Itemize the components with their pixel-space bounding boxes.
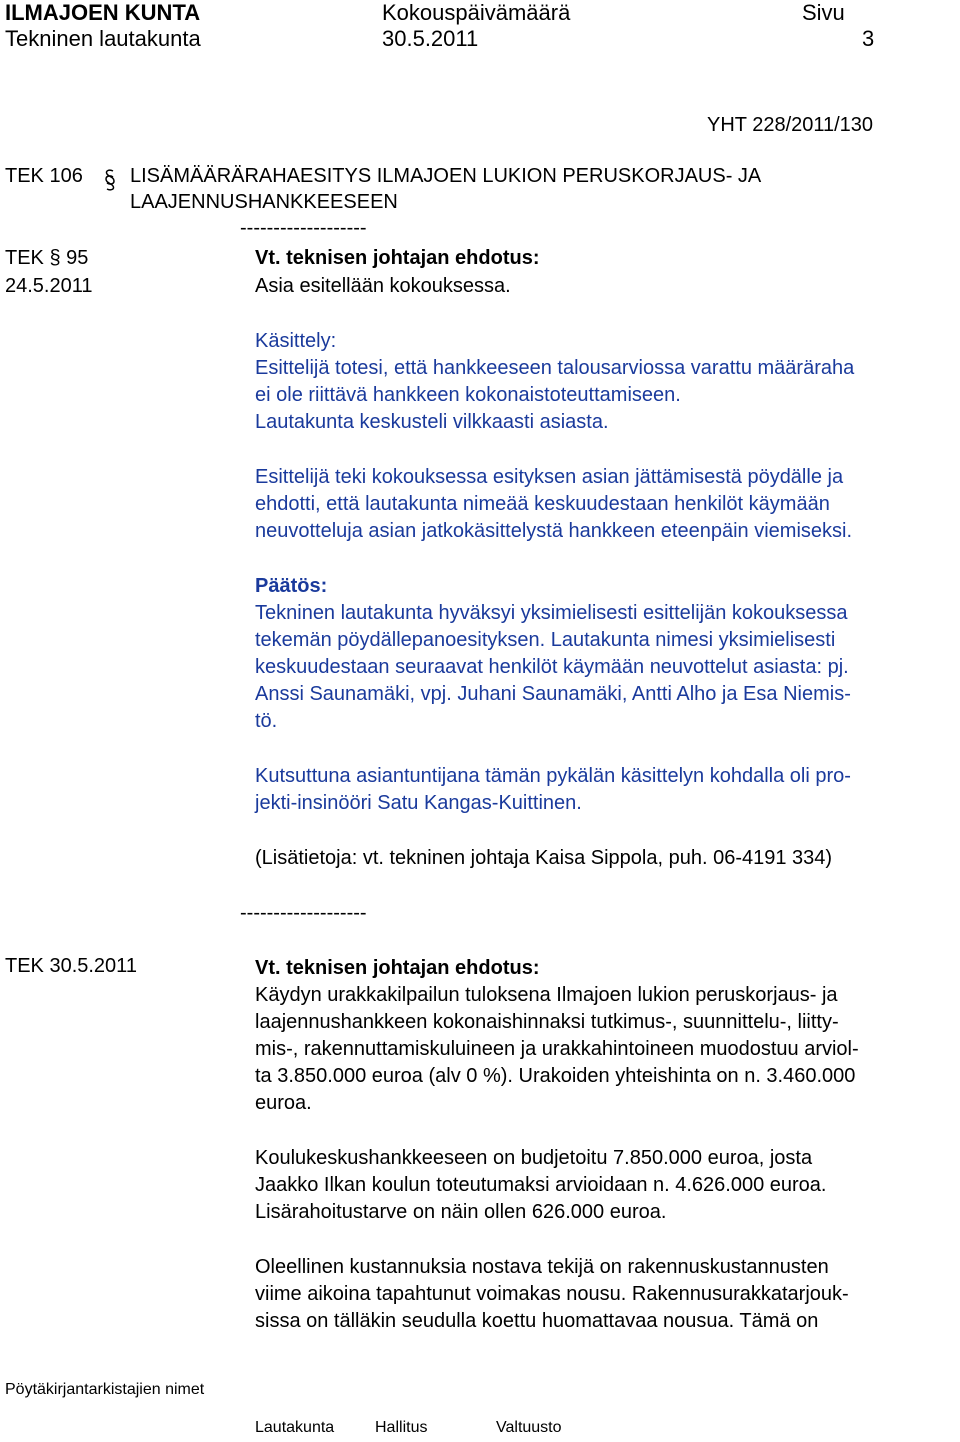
entry2-heading: Vt. teknisen johtajan ehdotus:: [255, 957, 540, 979]
entry2-para3-line: sissa on tälläkin seudulla koettu huomattavaa nousua. Tämä on: [255, 1310, 819, 1332]
esittelija-line: ehdotti, että lautakunta nimeää keskuudestaan henkilöt käymään: [255, 493, 830, 515]
kutsuttu-line: jekti-insinööri Satu Kangas-Kuittinen.: [255, 792, 582, 814]
kasittely-line: Lautakunta keskusteli vilkkaasti asiasta.: [255, 411, 609, 433]
kasittely-label: Käsittely:: [255, 330, 337, 352]
paatos-line: Anssi Saunamäki, vpj. Juhani Saunamäki, Antti Alho ja Esa Niemis-: [255, 683, 851, 705]
date-label: Kokouspäivämäärä: [382, 0, 571, 25]
entry-separator: -------------------: [240, 902, 367, 924]
entry2-para1-line: mis-, rakennuttamiskuluineen ja urakkahintoineen muodostuu arviol-: [255, 1038, 859, 1060]
kutsuttu-line: Kutsuttuna asiantuntijana tämän pykälän käsittelyn kohdalla oli pro-: [255, 765, 851, 787]
entry1-date: 24.5.2011: [5, 275, 93, 297]
entry1-text: Asia esitellään kokouksessa.: [255, 275, 511, 297]
item-number: TEK 106: [5, 165, 83, 187]
org-name: ILMAJOEN KUNTA: [5, 0, 201, 25]
body-name: Tekninen lautakunta: [5, 26, 201, 51]
title-separator: -------------------: [240, 217, 367, 239]
entry2-para2-line: Koulukeskushankkeeseen on budjetoitu 7.850.000 euroa, josta: [255, 1147, 813, 1169]
footer-col-valtuusto: Valtuusto: [496, 1419, 562, 1436]
item-title-line1: LISÄMÄÄRÄRAHAESITYS ILMAJOEN LUKION PERUSKORJAUS- JA: [130, 165, 762, 187]
entry2-para1-line: Käydyn urakkakilpailun tuloksena Ilmajoen lukion peruskorjaus- ja: [255, 984, 838, 1006]
paatos-line: Tekninen lautakunta hyväksyi yksimielisesti esittelijän kokouksessa: [255, 602, 848, 624]
entry2-para3-line: viime aikoina tapahtunut voimakas nousu. Rakennusurakkatarjouk-: [255, 1283, 849, 1305]
entry2-para1-line: euroa.: [255, 1092, 312, 1114]
entry1-tag: TEK § 95: [5, 247, 89, 269]
reference-number: YHT 228/2011/130: [707, 114, 874, 136]
page-label: Sivu: [802, 0, 845, 25]
item-title-line2: LAAJENNUSHANKKEESEEN: [130, 191, 398, 213]
paatos-line: tekemän pöydällepanoesityksen. Lautakunta nimesi yksimielisesti: [255, 629, 836, 651]
kasittely-line: ei ole riittävä hankkeen kokonaistoteuttamiseen.: [255, 384, 681, 406]
paatos-label: Päätös:: [255, 575, 328, 597]
esittelija-line: neuvotteluja asian jatkokäsittelystä hankkeen eteenpäin viemiseksi.: [255, 520, 853, 542]
paatos-line: keskuudestaan seuraavat henkilöt käymään neuvottelut asiasta: pj.: [255, 656, 849, 678]
entry2-para3-line: Oleellinen kustannuksia nostava tekijä on rakennuskustannusten: [255, 1256, 829, 1278]
entry2-para1-line: ta 3.850.000 euroa (alv 0 %). Urakoiden yhteishinta on n. 3.460.000: [255, 1065, 856, 1087]
meeting-date: 30.5.2011: [382, 26, 479, 51]
entry2-tag: TEK 30.5.2011: [5, 955, 137, 977]
page-number: 3: [862, 26, 875, 51]
section-icon: [103, 168, 117, 192]
footer-col-lautakunta: Lautakunta: [255, 1419, 335, 1436]
esittelija-line: Esittelijä teki kokouksessa esityksen asian jättämisestä pöydälle ja: [255, 466, 844, 488]
entry2-para1-line: laajennushankkeen kokonaishinnaksi tutkimus-, suunnittelu-, liitty-: [255, 1011, 839, 1033]
kasittely-line: Esittelijä totesi, että hankkeeseen talousarviossa varattu määräraha: [255, 357, 855, 379]
entry2-para2-line: Lisärahoitustarve on näin ollen 626.000 euroa.: [255, 1201, 667, 1223]
footer-label: Pöytäkirjantarkistajien nimet: [5, 1381, 205, 1398]
entry2-para2-line: Jaakko Ilkan koulun toteutumaksi arvioidaan n. 4.626.000 euroa.: [255, 1174, 827, 1196]
entry1-heading: Vt. teknisen johtajan ehdotus:: [255, 247, 540, 269]
lisatietoja: (Lisätietoja: vt. tekninen johtaja Kaisa Sippola, puh. 06-4191 334): [255, 847, 833, 869]
footer-col-hallitus: Hallitus: [375, 1419, 428, 1436]
paatos-line: tö.: [255, 710, 278, 732]
